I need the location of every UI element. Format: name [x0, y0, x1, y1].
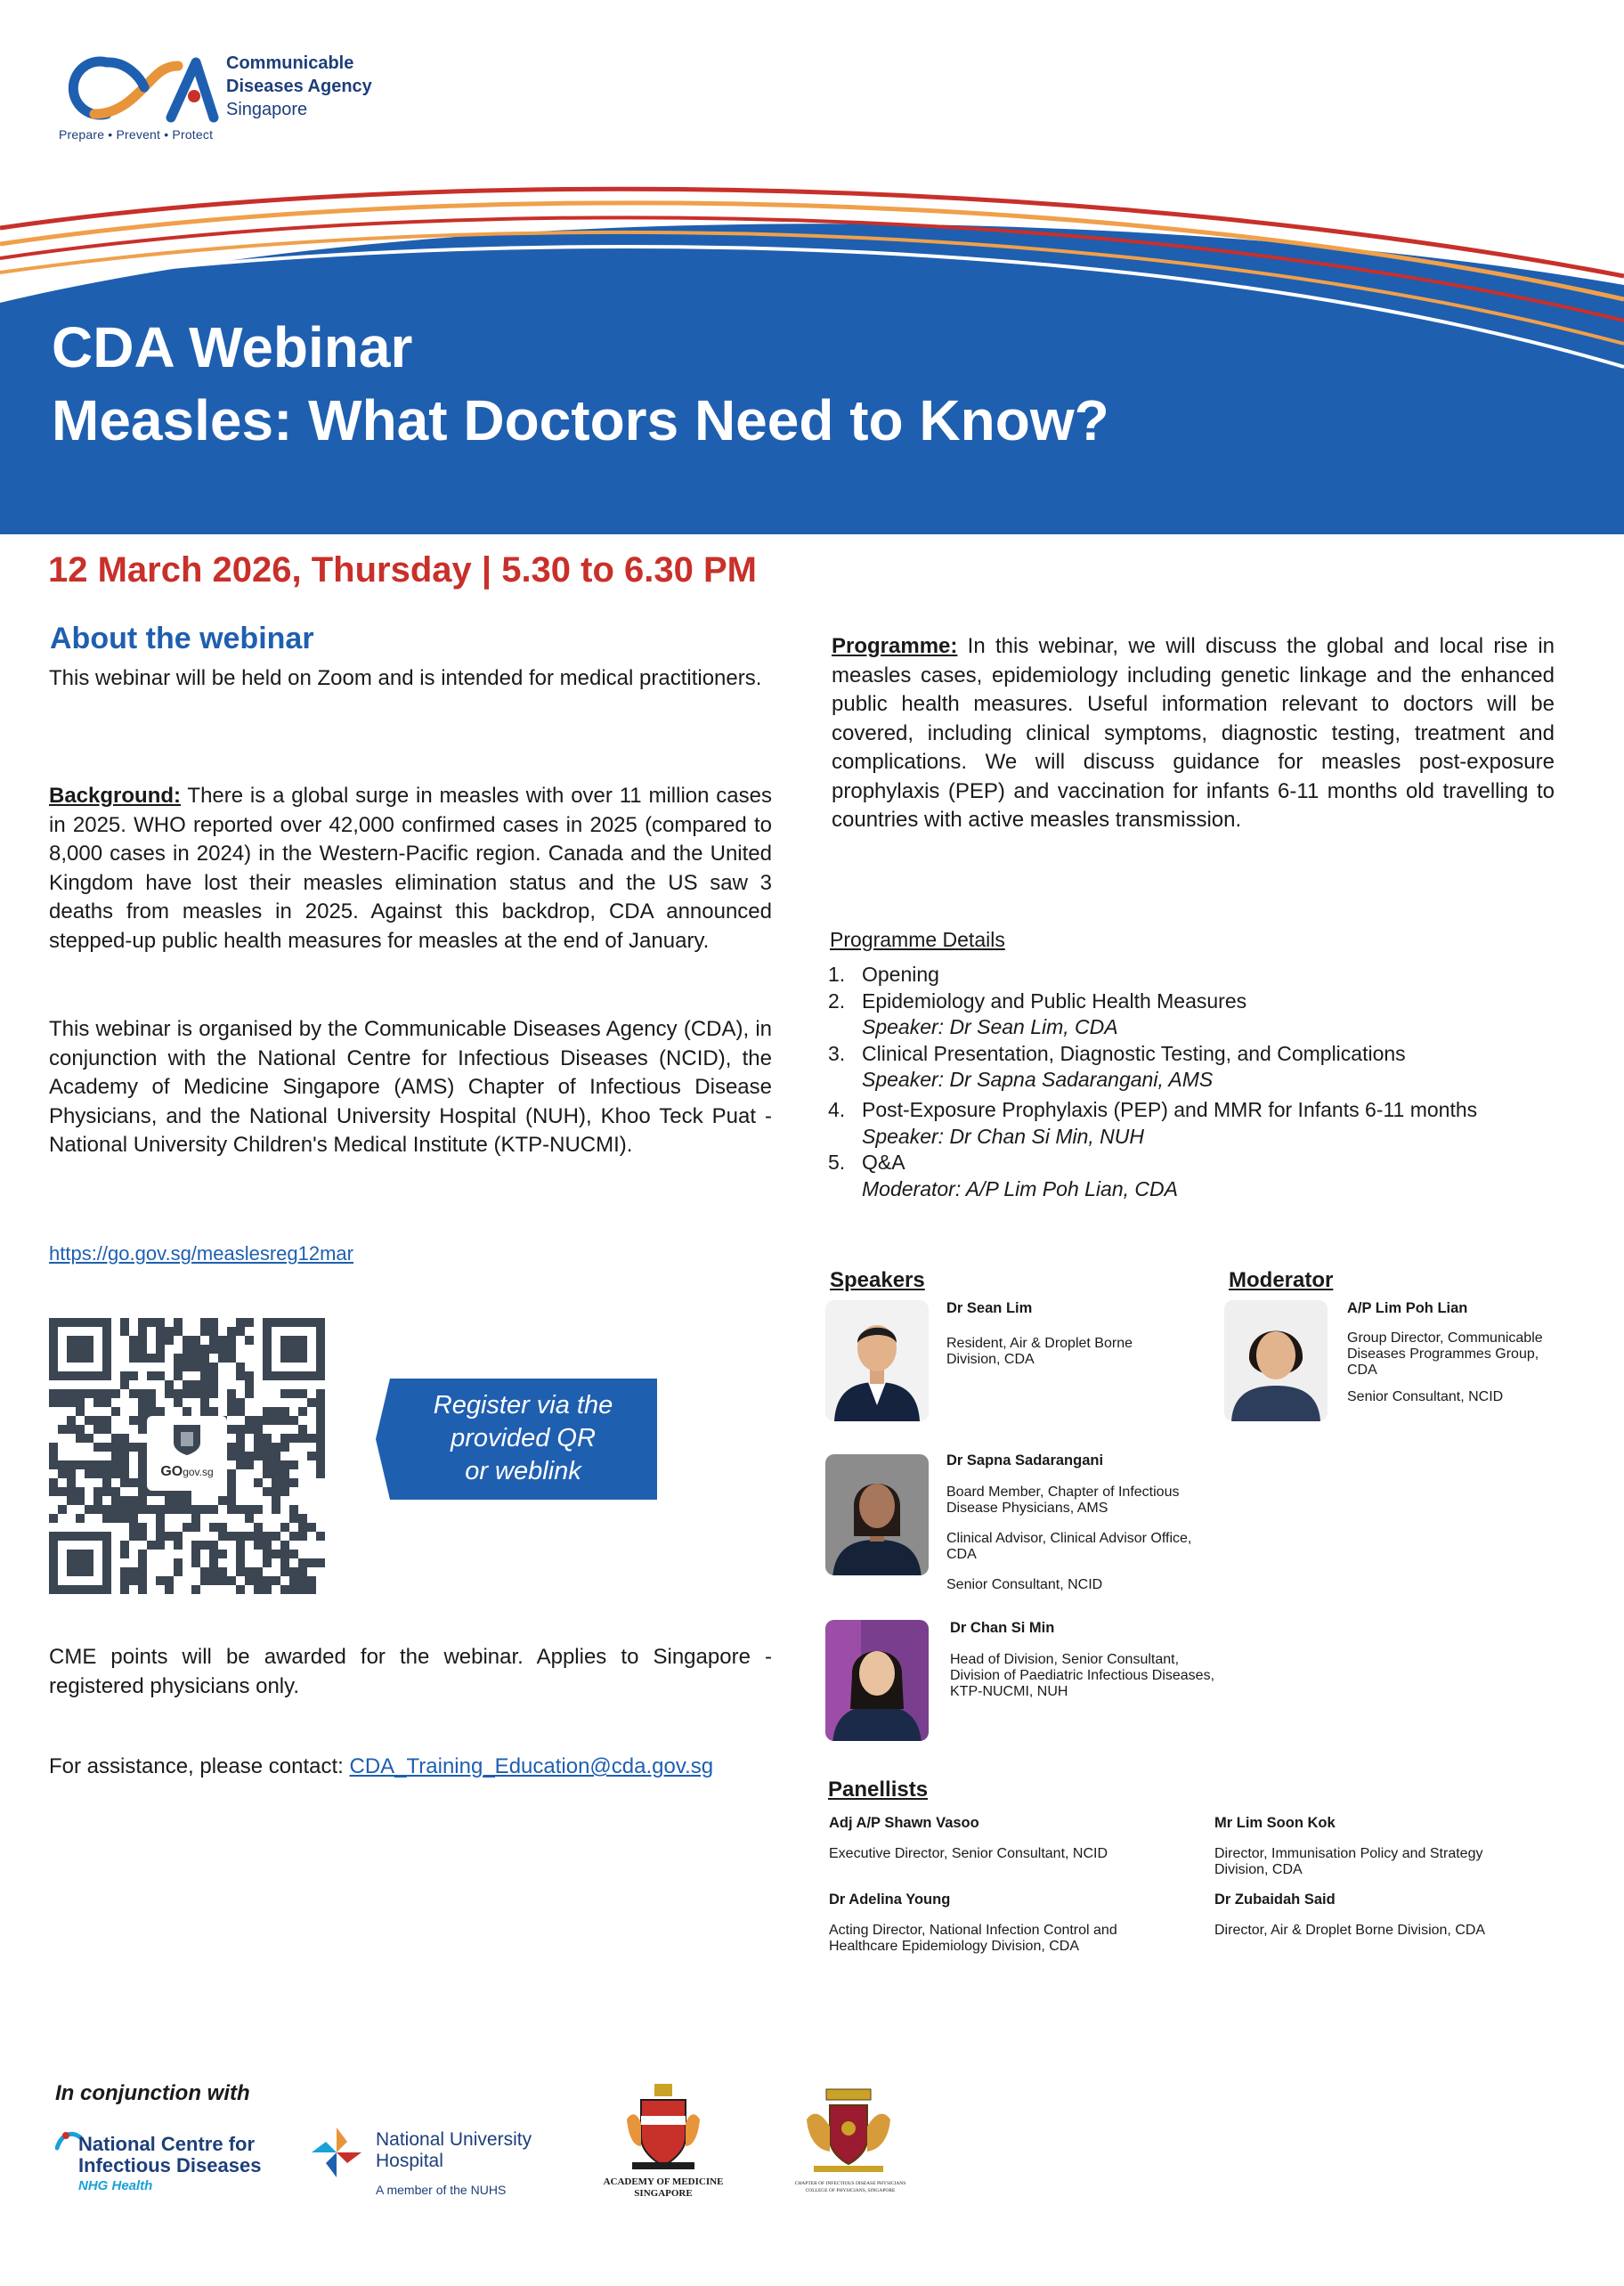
organised-paragraph: This webinar is organised by the Communicable Diseases Agency (CDA), in conjunction with the National Centre for Infectious Diseases (NCID), the Academy of Medicine Singapore (AMS) Chapter of Infectious Disease Physicians, and the National University Hospital (NUH), Khoo Teck Puat - National University Children's Medical Institute (KTP-NUCMI).: [49, 1017, 772, 1157]
speaker-photo: [825, 1620, 929, 1741]
speaker-name: Dr Sean Lim: [946, 1300, 1033, 1316]
registration-link[interactable]: https://go.gov.sg/measlesreg12mar: [49, 1242, 353, 1265]
speaker-card: [825, 1620, 1217, 1745]
panellists-heading: Panellists: [828, 1778, 929, 1802]
ams-logo: ACADEMY OF MEDICINE SINGAPORE: [588, 2084, 739, 2209]
college-of-physicians-logo: CHAPTER OF INFECTIOUS DISEASE PHYSICIANS COLLEGE OF PHYSICIANS, SINGAPORE: [784, 2087, 917, 2203]
webinar-title-line1: CDA Webinar: [52, 315, 413, 379]
speaker-card: [825, 1452, 1217, 1595]
speaker-photo: [825, 1454, 929, 1575]
background-paragraph: Background: There is a global surge in measles with over 11 million cases in 2025. WHO reported over 42,000 confirmed cases in 2025 (compared to 8,000 cases in 2024) in the Western-Pacific region. Canada and the United Kingdom have lost their measles elimination status and the US saw 3 deaths from measles in 2025. Against this backdrop, CDA announced stepped-up public health measures for measles at the end of January.: [49, 784, 772, 953]
gov-shield-icon: [172, 1421, 202, 1457]
nuh-cross-icon: [308, 2124, 365, 2181]
about-heading: About the webinar: [50, 622, 314, 655]
tagline: Prepare • Prevent • Protect: [59, 127, 214, 142]
panellist: Mr Lim Soon Kok Director, Immunisation Policy and Strategy Division, CDA: [1214, 1815, 1483, 1877]
college-crest-icon: [800, 2087, 897, 2176]
speaker-role: Clinical Advisor, Clinical Advisor Office, CDA: [946, 1531, 1192, 1562]
event-date-time: 12 March 2026, Thursday | 5.30 to 6.30 PM: [48, 550, 757, 590]
programme-label: Programme:: [832, 634, 958, 658]
qr-center-badge: GOgov.sg: [147, 1416, 227, 1491]
speaker-role: Senior Consultant, NCID: [946, 1577, 1103, 1592]
person-photo-icon: [1224, 1300, 1328, 1421]
programme-item: 2. Epidemiology and Public Health Measures Speaker: Dr Sean Lim, CDA: [828, 988, 1247, 1039]
moderator-heading: Moderator: [1229, 1268, 1334, 1292]
programme-paragraph: Programme: In this webinar, we will discuss the global and local rise in measles cases, epidemiology including genetic linkage and the enhanced public health measures. Useful information relevant to doctors will be covered, including clinical symptoms, diagnostic testing, treatment and complications. We will discuss guidance for measles post-exposure prophylaxis (PEP) and vaccination for infants 6-11 months old travelling to countries with active measles transmission.: [832, 634, 1555, 832]
org-name: Communicable Diseases Agency Singapore: [226, 53, 372, 119]
moderator-name: A/P Lim Poh Lian: [1347, 1300, 1468, 1316]
speaker-card: [825, 1300, 1217, 1425]
speaker-name: Dr Chan Si Min: [950, 1620, 1055, 1636]
programme-item: 1. Opening: [828, 963, 939, 986]
speaker-role: Head of Division, Senior Consultant, Division of Paediatric Infectious Diseases, KTP-NUCMI, NUH: [950, 1652, 1215, 1699]
speakers-heading: Speakers: [830, 1268, 925, 1292]
nuh-logo: National University Hospital A member of the NUHS: [308, 2124, 557, 2204]
moderator-card: [1224, 1300, 1580, 1425]
about-text: This webinar will be held on Zoom and is intended for medical practitioners.: [49, 666, 762, 690]
programme-details-list: [828, 962, 1567, 1202]
programme-item: 4. Post-Exposure Prophylaxis (PEP) and MMR for Infants 6-11 months Speaker: Dr Chan Si Min, NUH: [828, 1097, 1478, 1148]
moderator-photo: [1224, 1300, 1328, 1421]
cme-note: CME points will be awarded for the webinar. Applies to Singapore - registered physicians only.: [49, 1645, 772, 1698]
person-photo-icon: [825, 1454, 929, 1575]
moderator-role: Senior Consultant, NCID: [1347, 1389, 1504, 1404]
speaker-name: Dr Sapna Sadarangani: [946, 1452, 1104, 1468]
contact-email-link[interactable]: CDA_Training_Education@cda.gov.sg: [349, 1754, 714, 1778]
person-photo-icon: [825, 1620, 929, 1741]
speaker-role: Resident, Air & Droplet Borne Division, CDA: [946, 1336, 1133, 1367]
webinar-title-line2: Measles: What Doctors Need to Know?: [52, 388, 1109, 452]
panellist: Adj A/P Shawn Vasoo Executive Director, Senior Consultant, NCID: [829, 1815, 1108, 1861]
programme-details-heading: Programme Details: [830, 928, 1005, 951]
contact-line: For assistance, please contact: CDA_Training_Education@cda.gov.sg: [49, 1754, 714, 1778]
person-photo-icon: [825, 1300, 929, 1421]
register-callout-text: Register via the provided QR or weblink: [433, 1391, 613, 1485]
background-label: Background:: [49, 784, 182, 808]
panellist: Dr Adelina Young Acting Director, National Infection Control and Healthcare Epidemiology Division, CDA: [829, 1891, 1117, 1954]
ncid-logo: National Centre for Infectious Diseases NHG Health: [55, 2128, 287, 2209]
cda-logo: [55, 46, 220, 131]
speaker-photo: [825, 1300, 929, 1421]
in-conjunction-heading: In conjunction with: [55, 2081, 250, 2105]
ams-crest-icon: [625, 2084, 702, 2173]
panellist: Dr Zubaidah Said Director, Air & Droplet Borne Division, CDA: [1214, 1891, 1486, 1938]
programme-item: 5. Q&A Moderator: A/P Lim Poh Lian, CDA: [828, 1151, 1178, 1200]
programme-item: 3. Clinical Presentation, Diagnostic Testing, and Complications Speaker: Dr Sapna Sadarangani, AMS: [828, 1041, 1406, 1092]
speaker-role: Board Member, Chapter of Infectious Disease Physicians, AMS: [946, 1485, 1180, 1516]
moderator-role: Group Director, Communicable Diseases Programmes Group, CDA: [1347, 1330, 1543, 1378]
